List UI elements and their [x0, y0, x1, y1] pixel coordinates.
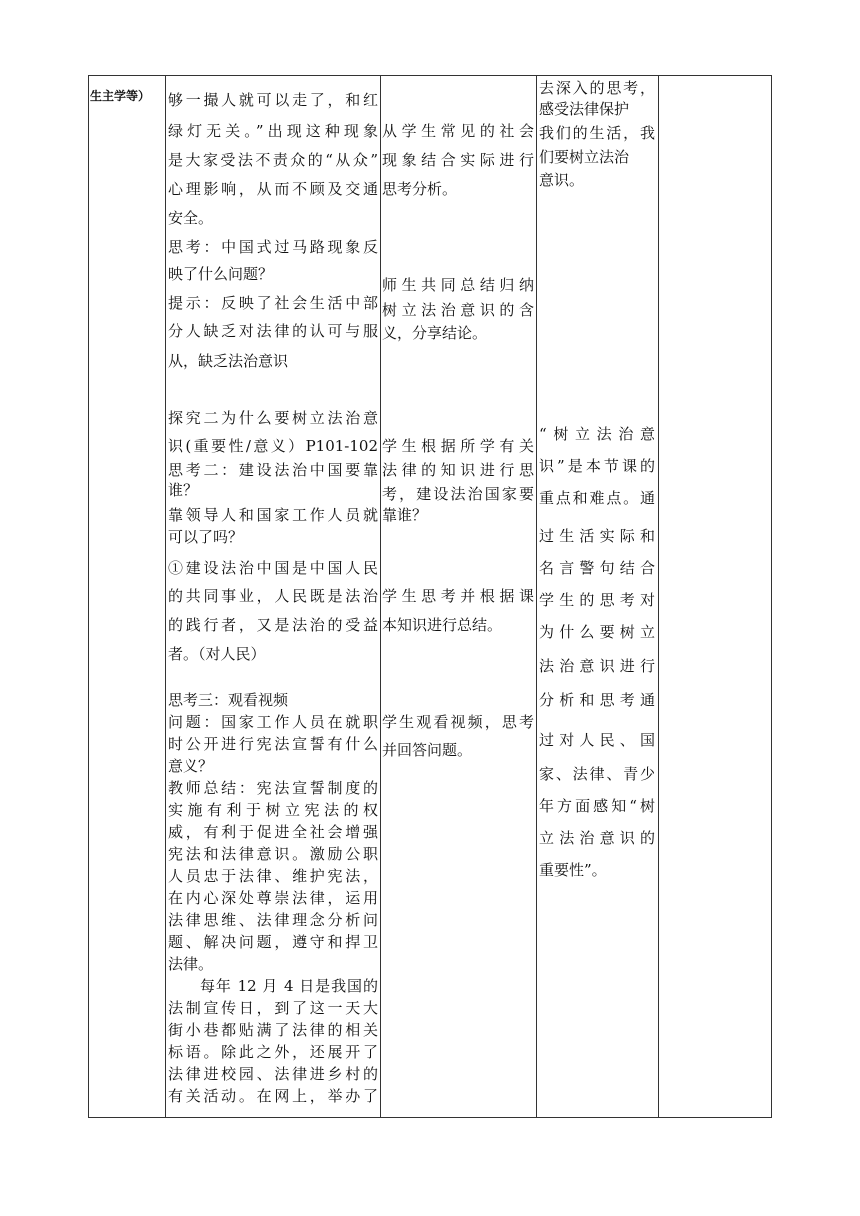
text-line: 我们的生活，我 — [539, 124, 655, 142]
text-line: 法制宣传日，到了这一天大 — [168, 999, 378, 1017]
table-cell-stage — [89, 76, 165, 1117]
text-line: 人员忠于法律、维护宪法， — [168, 867, 378, 885]
text-line: 心理影响，从而不顾及交通 — [168, 180, 378, 198]
text-line: 意义？ — [168, 757, 214, 775]
text-line: 过生活实际和 — [539, 527, 655, 545]
text-line: 教师总结：宪法宣誓制度的 — [168, 779, 378, 797]
text-line: 安全。 — [168, 209, 214, 227]
text-line: 本知识进行总结。 — [382, 616, 503, 634]
text-line: 靠领导人和国家工作人员就 — [168, 506, 378, 524]
text-line: 街小巷都贴满了法律的相关 — [168, 1021, 378, 1039]
text-line: 意识。 — [539, 171, 585, 189]
text-line: 有关活动。在网上，举办了 — [168, 1087, 378, 1105]
text-line: 法治意识进行 — [539, 657, 655, 675]
text-line: 识(重要性/意义）P101-102 — [168, 437, 378, 455]
text-line: 分析和思考通 — [539, 691, 655, 709]
table-cell-notes — [659, 76, 772, 1117]
text-line: 思考分析。 — [382, 180, 458, 198]
text-line: 分人缺乏对法律的认可与服 — [168, 322, 378, 340]
text-line: 从，缺乏法治意识 — [168, 352, 289, 370]
text-line: 义，分享结论。 — [382, 324, 488, 342]
text-line: 思考二：建设法治中国要靠 — [168, 461, 378, 479]
text-line: 者。（对人民） — [168, 645, 266, 663]
text-line: 问题：国家工作人员在就职 — [168, 713, 378, 731]
text-line: 映了什么问题？ — [168, 265, 274, 283]
text-line: 名言警句结合 — [539, 559, 655, 577]
text-line: “树立法治意 — [539, 425, 655, 443]
text-line: 法律思维、法律理念分析问 — [168, 911, 378, 929]
text-line: 探究二为什么要树立法治意 — [168, 409, 378, 427]
text-line: 宪法和法律意识。激励公职 — [168, 845, 378, 863]
text-line: 树立法治意识的含 — [382, 301, 534, 319]
text-line: 从学生常见的社会 — [382, 122, 534, 140]
text-line: ①建设法治中国是中国人民 — [168, 559, 378, 577]
text-line: 够一撮人就可以走了，和红 — [168, 91, 378, 109]
text-line: 重点和难点。通 — [539, 489, 655, 507]
text-line: 提示：反映了社会生活中部 — [168, 294, 378, 312]
text-line: 标语。除此之外，还展开了 — [168, 1043, 378, 1061]
text-line: 法律的知识进行思 — [382, 461, 534, 479]
text-line: 立法治意识的 — [539, 829, 655, 847]
text-line: 的共同事业，人民既是法治 — [168, 587, 378, 605]
text-line: 年方面感知“树 — [539, 797, 655, 815]
text-line: 识”是本节课的 — [539, 457, 655, 475]
text-line: 时公开进行宪法宣誓有什么 — [168, 735, 378, 753]
text-line: 感受法律保护 — [539, 100, 630, 118]
text-line: 题、解决问题，遵守和捍卫 — [168, 933, 378, 951]
text-line: 过对人民、国 — [539, 731, 655, 749]
text-line: 思考三：观看视频 — [168, 691, 289, 709]
text-line: 法律进校园、法律进乡村的 — [168, 1065, 378, 1083]
text-line: 威，有利于促进全社会增强 — [168, 823, 378, 841]
text-line: 谁？ — [168, 481, 199, 499]
text-line: 为什么要树立 — [539, 623, 655, 641]
text-line: 们要树立法治 — [539, 148, 630, 166]
text-line: 去深入的思考， — [539, 79, 655, 97]
text-line: 每年 12 月 4 日是我国的 — [200, 977, 378, 995]
text-line: 思考：中国式过马路现象反 — [168, 238, 378, 256]
text-line: 学生观看视频，思考 — [382, 713, 534, 731]
text-line: 靠谁？ — [382, 506, 428, 524]
text-line: 实施有利于树立宪法的权 — [168, 801, 378, 819]
text-line: 学生的思考对 — [539, 591, 655, 609]
text-line: 的践行者，又是法治的受益 — [168, 616, 378, 634]
text-line: 在内心深处尊崇法律，运用 — [168, 889, 378, 907]
text-line: 并回答问题。 — [382, 741, 473, 759]
text-line: 绿灯无关。”出现这种现象 — [168, 122, 378, 140]
stage-label: 生主学等） — [90, 89, 151, 103]
text-line: 学生思考并根据课 — [382, 587, 534, 605]
text-line: 是大家受法不责众的“从众” — [168, 151, 378, 169]
text-line: 法律。 — [168, 955, 214, 973]
text-line: 师生共同总结归纳 — [382, 276, 534, 294]
text-line: 考，建设法治国家要 — [382, 485, 534, 503]
text-line: 可以了吗？ — [168, 528, 244, 546]
text-line: 学生根据所学有关 — [382, 437, 534, 455]
text-line: 家、法律、青少 — [539, 765, 655, 783]
text-line: 现象结合实际进行 — [382, 151, 534, 169]
text-line: 重要性”。 — [539, 861, 607, 879]
